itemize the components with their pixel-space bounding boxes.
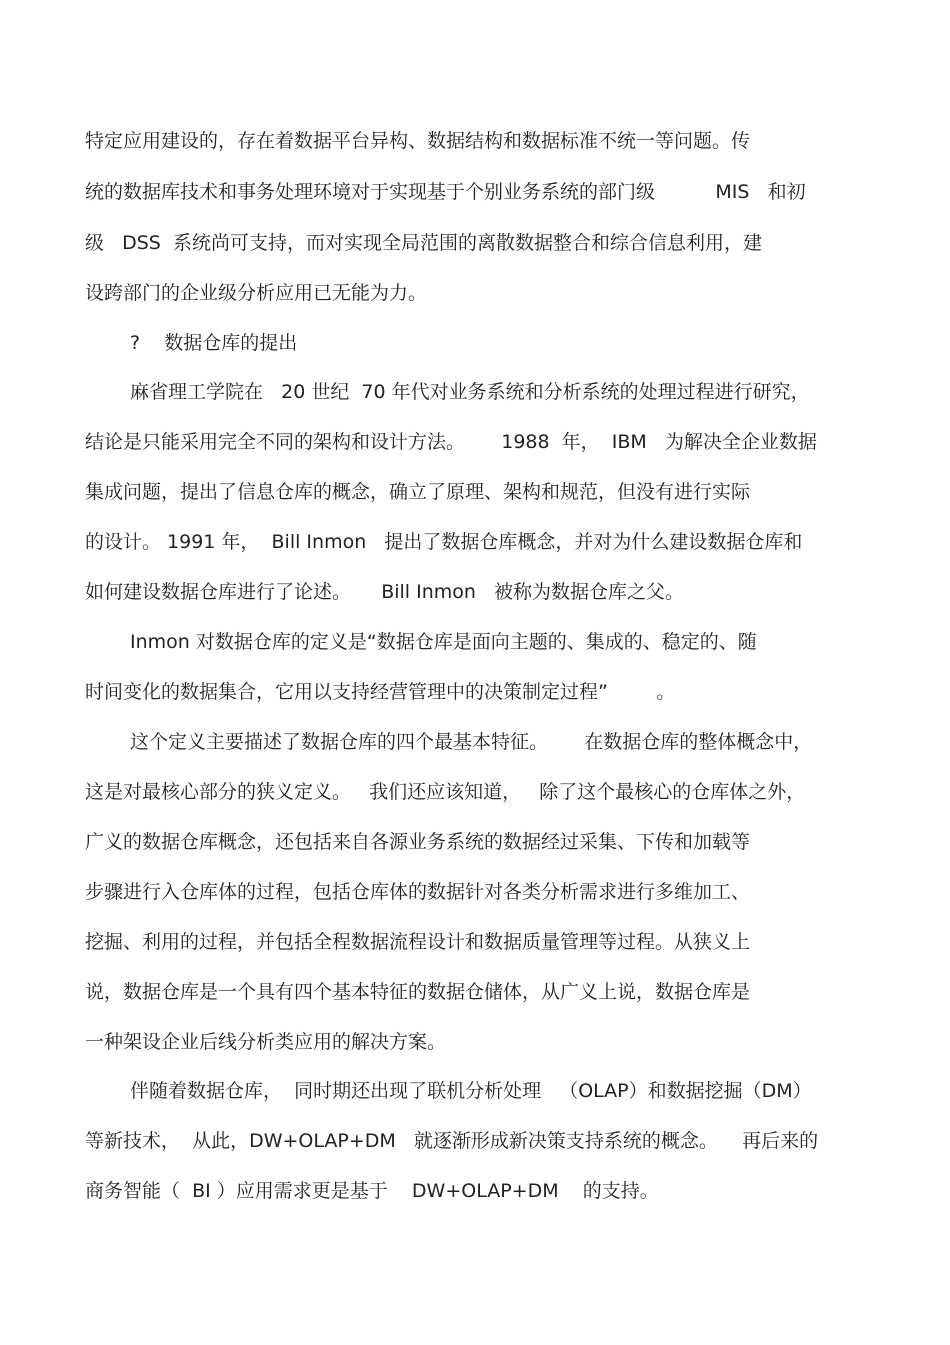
- text-line: 说，数据仓库是一个具有四个基本特征的数据仓储体，从广义上说，数据仓库是: [85, 981, 751, 1003]
- section-heading: ? 数据仓库的提出: [130, 332, 298, 354]
- text-line: 设跨部门的企业级分析应用已无能为力。: [85, 282, 428, 304]
- text-line: 这是对最核心部分的狭义定义。 我们还应该知道， 除了这个最核心的仓库体之外，: [85, 781, 806, 803]
- text-line: 如何建设数据仓库进行了论述。 Bill Inmon 被称为数据仓库之父。: [85, 581, 685, 603]
- text-line: 一种架设企业后线分析类应用的解决方案。: [85, 1031, 447, 1053]
- text-line: 特定应用建设的，存在着数据平台异构、数据结构和数据标准不统一等问题。传: [85, 130, 751, 152]
- text-line: 等新技术， 从此，DW+OLAP+DM 就逐渐形成新决策支持系统的概念。 再后来的: [85, 1130, 819, 1152]
- text-line: 麻省理工学院在 20 世纪 70 年代对业务系统和分析系统的处理过程进行研究，: [130, 381, 810, 403]
- text-line: 挖掘、利用的过程，并包括全程数据流程设计和数据质量管理等过程。从狭义上: [85, 931, 751, 953]
- text-line: 商务智能（ BI ）应用需求更是基于 DW+OLAP+DM 的支持。: [85, 1180, 659, 1202]
- text-line: 步骤进行入仓库体的过程，包括仓库体的数据针对各类分析需求进行多维加工、: [85, 881, 751, 903]
- text-line: 的设计。 1991 年， Bill Inmon 提出了数据仓库概念，并对为什么建设数据仓库和: [85, 531, 803, 553]
- text-line: 时间变化的数据集合，它用以支持经营管理中的决策制定过程” 。: [85, 681, 676, 703]
- text-line: 集成问题，提出了信息仓库的概念，确立了原理、架构和规范，但没有进行实际: [85, 481, 751, 503]
- text-line: 广义的数据仓库概念，还包括来自各源业务系统的数据经过采集、下传和加载等: [85, 831, 751, 853]
- text-line: 级 DSS 系统尚可支持，而对实现全局范围的离散数据整合和综合信息利用，建: [85, 232, 762, 254]
- text-line: Inmon 对数据仓库的定义是“数据仓库是面向主题的、集成的、稳定的、随: [130, 631, 757, 653]
- text-line: 统的数据库技术和事务处理环境对于实现基于个别业务系统的部门级 MIS 和初: [85, 181, 806, 203]
- text-line: 结论是只能采用完全不同的架构和设计方法。 1988 年， IBM 为解决全企业数据: [85, 431, 817, 453]
- text-line: 伴随着数据仓库， 同时期还出现了联机分析处理 （OLAP）和数据挖掘（DM）: [130, 1080, 812, 1102]
- text-line: 这个定义主要描述了数据仓库的四个最基本特征。 在数据仓库的整体概念中，: [130, 731, 813, 753]
